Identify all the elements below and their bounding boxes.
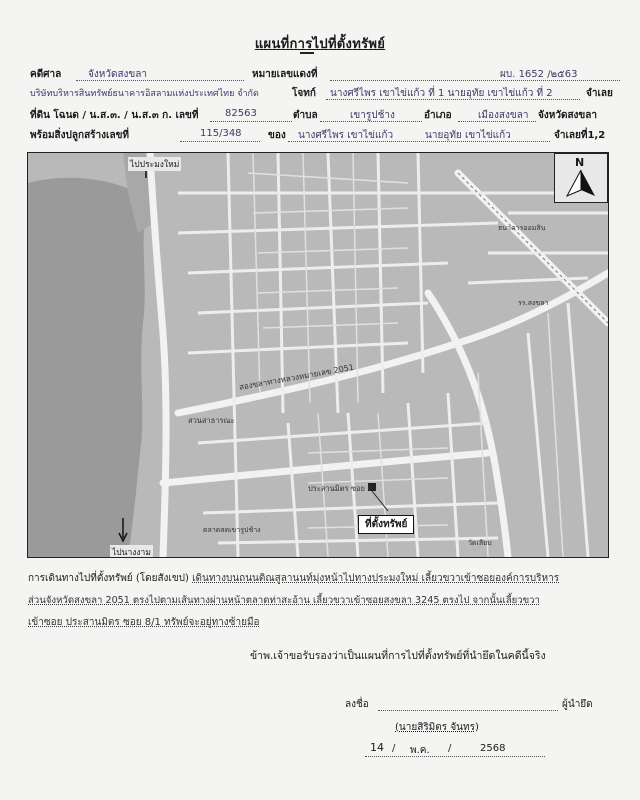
location-map <box>27 152 609 558</box>
case-no-label: หมายเลขแดงที่ <box>252 69 318 80</box>
court-label: คดีศาล <box>30 69 62 80</box>
amphoe-label: อำเภอ <box>424 110 452 121</box>
defendants-names: นางศรีไพร เขาไข่แก้ว ที่ 1 นายอุทัย เขาไข่แก้ว ที่ 2 <box>330 88 553 99</box>
route-text-2: ส่วนจังหวัดสงขลา 2051 ตรงไปตามเส้นทางผ่านหน้าตลาดท่าสะอ้าน เลี้ยวขวาเข้าซอยสงขลา 3245 ตรงไป จากนั้นเลี้ยวขวา <box>28 595 540 606</box>
signer-name: (นายสิริมิตร จันทร) <box>395 722 479 733</box>
date-day: 14 <box>370 741 384 754</box>
place-1: ธนาคารออมสิน <box>498 224 546 232</box>
label-soi: ประสานมิตร ซอย 8 <box>308 484 373 493</box>
map-drawing <box>28 153 608 557</box>
date-month: พ.ค. <box>410 745 430 756</box>
court-value: จังหวัดสงขลา <box>88 69 148 80</box>
label-road-2051: สองขลาทางหลวงหมายเลข 2051 <box>238 362 355 392</box>
owner-label: ของ <box>268 130 286 141</box>
tambon-label: ตำบล <box>293 110 318 121</box>
building-label: พร้อมสิ่งปลูกสร้างเลขที่ <box>30 130 130 141</box>
label-bottom-left: ไปนางงาม <box>110 545 153 558</box>
defendant-no: จำเลยที่1,2 <box>554 130 606 141</box>
owner2-value: นายอุทัย เขาไข่แก้ว <box>425 130 511 141</box>
property-label: ที่ตั้งทรัพย์ <box>358 515 414 534</box>
route-line-3 <box>28 612 612 634</box>
place-2: รร.สงขลา <box>518 299 549 307</box>
province-value: จังหวัดสงขลา <box>538 110 598 121</box>
compass-box <box>554 153 608 203</box>
route-label: การเดินทางไปที่ตั้งทรัพย์ (โดยสังเขป) <box>28 573 189 584</box>
water-area <box>28 178 146 557</box>
tambon-value: เขารูปช้าง <box>350 110 395 121</box>
title-mark <box>300 52 314 54</box>
compass-label: N <box>575 156 585 169</box>
amphoe-value: เมืองสงขลา <box>478 110 529 121</box>
date-year: 2568 <box>480 743 506 754</box>
defendant-suffix: จำเลย <box>586 88 613 99</box>
north-arrow-icon <box>565 170 597 198</box>
land-number: 82563 <box>225 108 257 119</box>
sign-label: ลงชื่อ <box>345 699 369 710</box>
label-area: สวนสาธารณะ <box>188 416 235 425</box>
coastal-road <box>150 153 166 557</box>
place-4: ตลาดสดเขารูปช้าง <box>203 526 261 534</box>
plaintiff-label: โจทก์ <box>292 88 316 99</box>
place-3: วัดเลียบ <box>468 539 492 547</box>
owner-value: นางศรีไพร เขาไข่แก้ว <box>298 130 394 141</box>
building-number: 115/348 <box>200 128 242 139</box>
signature-line <box>378 710 558 711</box>
land-label: ที่ดิน โฉนด / น.ส.๓. / น.ส.๓ ก. เลขที่ <box>30 110 199 121</box>
case-no-value: ผบ. 1652 /๒๕63 <box>500 69 578 80</box>
page-title: แผนที่การไปที่ตั้งทรัพย์ <box>254 37 386 52</box>
building-row <box>30 128 620 146</box>
date-line <box>365 756 545 757</box>
certification-text: ข้าพ.เจ้าขอรับรองว่าเป็นแผนที่การไปที่ตั้งทรัพย์ที่นำยึดในคดีนี้จริง <box>250 650 546 662</box>
route-text-1: เดินทางบนถนนติณสูลานนท์มุ่งหน้าไปทางประมงใหม่ เลี้ยวขวาเข้าซอยองค์การบริหาร <box>192 573 560 584</box>
route-line-2 <box>28 590 612 612</box>
route-line-1 <box>28 568 612 590</box>
route-text-3: เข้าซอย ประสานมิตร ซอย 8/1 ทรัพย์จะอยู่ทางซ้ายมือ <box>28 617 260 628</box>
plaintiff-name: บริษัทบริหารสินทรัพย์ธนาคารอิสลามแห่งประเทศไทย จำกัด <box>30 89 259 99</box>
parties-row <box>30 86 620 104</box>
signer-role: ผู้นำยึด <box>562 699 593 710</box>
court-row <box>30 67 620 85</box>
label-top-left: ไปประมงใหม่ <box>128 157 181 171</box>
land-row <box>30 108 620 126</box>
